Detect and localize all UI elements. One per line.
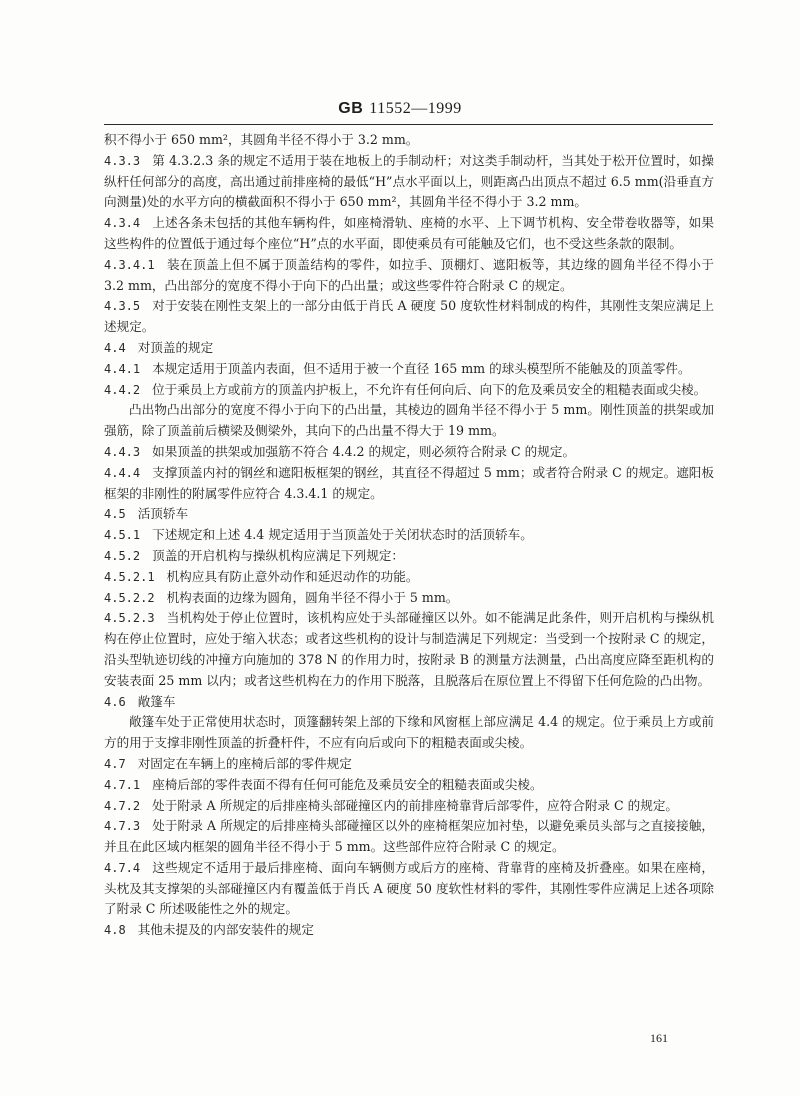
document-body xyxy=(104,130,714,941)
clause-4-5-2-3: 4.5.2.3 当机构处于停止位置时，该机构应处于头部碰撞区以外。如不能满足此条件，则开启机构与操纵机构在停止位置时，应处于缩入状态；或者这些机构的设计与制造满足下列规定：当受到一个按附录 C 的规定，沿头型轨迹切线的冲撞方向施加的 378 N 的作用力时，按附录 B 的测量方法测量，凸出高度应降至距机构的安装表面 25 mm 以内；或者这些机构在力的作用下脱落，且脱落后在原位置上不得留下任何危险的凸出物。 xyxy=(104,610,714,688)
page-header xyxy=(0,100,800,118)
clause-4-4-4: 4.4.4 支撑顶盖内衬的钢丝和遮阳板框架的钢丝，其直径不得超过 5 mm；或者符合附录 C 的规定。遮阳板框架的非刚性的附属零件应符合 4.3.4.1 的规定。 xyxy=(104,464,714,501)
paragraph: 积不得小于 650 mm²，其圆角半径不得小于 3.2 mm。 xyxy=(104,132,419,147)
clause-4-5-1: 4.5.1 下述规定和上述 4.4 规定适用于当顶盖处于关闭状态时的活顶轿车。 xyxy=(104,527,533,543)
clause-4-5-2-1: 4.5.2.1 机构应具有防止意外动作和延迟动作的功能。 xyxy=(104,568,419,584)
clause-4-3-4: 4.3.4 上述各条未包括的其他车辆构件，如座椅滑轨、座椅的水平、上下调节机构、安全带卷收器等，如果这些构件的位置低于通过每个座位“H”点的水平面，即使乘员有可能触及它们，也不受这些条款的限制。 xyxy=(104,215,714,251)
clause-4-5-2: 4.5.2 顶盖的开启机构与操纵机构应满足下列规定： xyxy=(104,547,404,563)
section-heading-4-8: 4.8 其他未提及的内部安装件的规定 xyxy=(104,922,314,938)
section-heading-4-5: 4.5 活顶轿车 xyxy=(104,506,189,522)
clause-4-7-4: 4.7.4 这些规定不适用于最后排座椅、面向车辆侧方或后方的座椅、背靠背的座椅及折叠座。如果在座椅，头枕及其支撑架的头部碰撞区内有覆盖低于肖氏 A 硬度 50 度软性材料的零件，其刚性零件应满足上述各项除了附录 C 所述吸能性之外的规定。 xyxy=(104,859,714,917)
page-number: 161 xyxy=(650,1031,668,1045)
clause-4-7-2: 4.7.2 处于附录 A 所规定的后排座椅头部碰撞区内的前排座椅靠背后部零件，应符合附录 C 的规定。 xyxy=(104,797,679,813)
section-heading-4-4: 4.4 对顶盖的规定 xyxy=(104,339,214,355)
section-heading-4-6: 4.6 敞篷车 xyxy=(104,693,176,709)
standard-number: 11552—1999 xyxy=(369,100,462,117)
clause-4-4-1: 4.4.1 本规定适用于顶盖内表面，但不适用于被一个直径 165 mm 的球头模型所不能触及的顶盖零件。 xyxy=(104,360,691,376)
standard-code: GB xyxy=(338,100,364,117)
clause-4-5-2-2: 4.5.2.2 机构表面的边缘为圆角，圆角半径不得小于 5 mm。 xyxy=(104,589,459,605)
clause-4-3-4-1: 4.3.4.1 装在顶盖上但不属于顶盖结构的零件，如拉手、顶棚灯、遮阳板等，其边缘的圆角半径不得小于 3.2 mm，凸出部分的宽度不得小于向下的凸出量；或这些零件符合附录 C 的规定。 xyxy=(104,256,714,293)
clause-4-4-3: 4.4.3 如果顶盖的拱架或加强筋不符合 4.4.2 的规定，则必须符合附录 C 的规定。 xyxy=(104,443,576,459)
clause-4-7-3: 4.7.3 处于附录 A 所规定的后排座椅头部碰撞区以外的座椅框架应加衬垫，以避免乘员头部与之直接接触，并且在此区域内框架的圆角半径不得小于 5 mm。这些部件应符合附录 C 的规定。 xyxy=(104,818,714,855)
paragraph: 凸出物凸出部分的宽度不得小于向下的凸出量，其棱边的圆角半径不得小于 5 mm。刚性顶盖的拱架或加强筋，除了顶盖前后横梁及侧梁外，其向下的凸出量不得大于 19 mm。 xyxy=(104,402,714,439)
clause-4-4-2: 4.4.2 位于乘员上方或前方的顶盖内护板上，不允许有任何向后、向下的危及乘员安全的粗糙表面或尖棱。 xyxy=(104,381,707,397)
clause-4-3-5: 4.3.5 对于安装在刚性支架上的一部分由低于肖氏 A 硬度 50 度软性材料制成的构件，其刚性支架应满足上述规定。 xyxy=(104,298,714,335)
section-heading-4-7: 4.7 对固定在车辆上的座椅后部的零件规定 xyxy=(104,755,352,771)
header-rule xyxy=(104,124,713,125)
clause-4-7-1: 4.7.1 座椅后部的零件表面不得有任何可能危及乘员安全的粗糙表面或尖棱。 xyxy=(104,776,543,792)
clause-4-3-3: 4.3.3 第 4.3.2.3 条的规定不适用于装在地板上的手制动杆；对这类手制动杆，当其处于松开位置时，如操纵杆任何部分的高度，高出通过前排座椅的最低“H”点水平面以上，则距离凸出顶点不超过 6.5 mm(沿垂直方向测量)处的水平方向的横截面积不得小于 650 mm²，其圆角半径不得小于 3.2 mm。 xyxy=(104,152,714,210)
paragraph: 敞篷车处于正常使用状态时，顶篷翻转架上部的下缘和风窗框上部应满足 4.4 的规定。位于乘员上方或前方的用于支撑非刚性顶盖的折叠杆件，不应有向后或向下的粗糙表面或尖棱。 xyxy=(104,714,714,751)
